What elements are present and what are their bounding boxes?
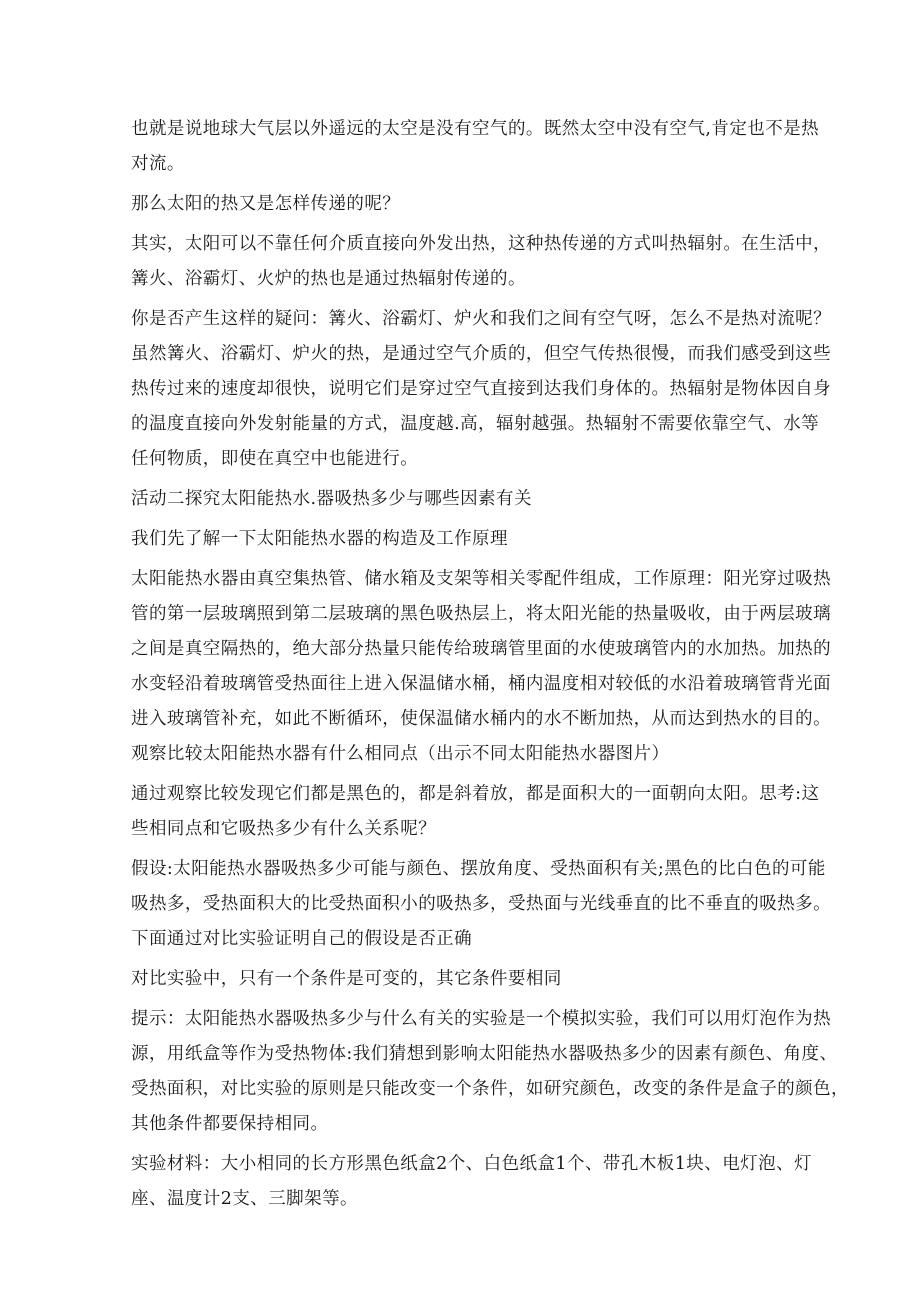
text-line: 也就是说地球大气层以外遥远的太空是没有空气的。既然太空中没有空气,肯定也不是热 xyxy=(131,119,820,139)
text-line: 活动二探究太阳能热水.器吸热多少与哪些因素有关 xyxy=(131,489,532,509)
text-line: 提示：太阳能热水器吸热多少与什么有关的实验是一个模拟实验，我们可以用灯泡作为热 xyxy=(131,1009,832,1029)
text-line: 任何物质，即使在真空中也能进行。 xyxy=(131,449,419,469)
text-line: 假设:太阳能热水器吸热多少可能与颜色、摆放角度、受热面积有关;黑色的比白色的可能 xyxy=(131,859,826,879)
text-line: 源，用纸盒等作为受热物体:我们猜想到影响太阳能热水器吸热多少的因素有颜色、角度、 xyxy=(131,1044,838,1064)
text-line: 管的第一层玻璃照到第二层玻璃的黑色吸热层上，将太阳光能的热量吸收，由于两层玻璃 xyxy=(131,604,832,624)
text-line: 些相同点和它吸热多少有什么关系呢？ xyxy=(131,819,437,839)
text-line: 进入玻璃管补充，如此不断循环，使保温储水桶内的水不断加热，从而达到热水的目的。 xyxy=(131,709,832,729)
text-line: 我们先了解一下太阳能热水器的构造及工作原理 xyxy=(131,529,508,549)
text-line: 其实，太阳可以不靠任何介质直接向外发出热，这种热传递的方式叫热辐射。在生活中， xyxy=(131,234,832,254)
text-line: 你是否产生这样的疑问：篝火、浴霸灯、炉火和我们之间有空气呀，怎么不是热对流呢？ xyxy=(131,309,832,329)
text-line: 通过观察比较发现它们都是黑色的，都是斜着放，都是面积大的一面朝向太阳。思考:这 xyxy=(131,784,820,804)
text-line: 的温度直接向外发射能量的方式，温度越.高，辐射越强。热辐射不需要依靠空气、水等 xyxy=(131,414,820,434)
text-line: 座、温度计2支、三脚架等。 xyxy=(131,1189,358,1209)
text-line: 实验材料：大小相同的长方形黑色纸盒2个、白色纸盒1个、带孔木板1块、电灯泡、灯 xyxy=(131,1154,812,1174)
text-line: 受热面积，对比实验的原则是只能改变一个条件，如研究颜色，改变的条件是盒子的颜色， xyxy=(131,1079,849,1099)
text-line: 那么太阳的热又是怎样传递的呢？ xyxy=(131,194,401,214)
text-line: 吸热多，受热面积大的比受热面积小的吸热多，受热面与光线垂直的比不垂直的吸热多。 xyxy=(131,894,832,914)
text-line: 对比实验中，只有一个条件是可变的，其它条件要相同 xyxy=(131,969,562,989)
text-line: 对流。 xyxy=(131,154,185,174)
text-line: 太阳能热水器由真空集热管、储水箱及支架等相关零配件组成，工作原理：阳光穿过吸热 xyxy=(131,569,832,589)
text-line: 观察比较太阳能热水器有什么相同点（出示不同太阳能热水器图片） xyxy=(131,744,670,764)
text-line: 之间是真空隔热的，绝大部分热量只能传给玻璃管里面的水使玻璃管内的水加热。加热的 xyxy=(131,639,832,659)
text-line: 篝火、浴霸灯、火炉的热也是通过热辐射传递的。 xyxy=(131,269,526,289)
text-line: 热传过来的速度却很快，说明它们是穿过空气直接到达我们身体的。热辐射是物体因自身 xyxy=(131,379,832,399)
text-line: 水变轻沿着玻璃管受热面往上进入保温储水桶，桶内温度相对较低的水沿着玻璃管背光面 xyxy=(131,674,832,694)
text-line: 其他条件都要保持相同。 xyxy=(131,1114,329,1134)
document-body xyxy=(131,112,849,1217)
text-line: 下面通过对比实验证明自己的假设是否正确 xyxy=(131,929,473,949)
text-line: 虽然篝火、浴霸灯、炉火的热，是通过空气介质的，但空气传热很慢，而我们感受到这些 xyxy=(131,344,832,364)
